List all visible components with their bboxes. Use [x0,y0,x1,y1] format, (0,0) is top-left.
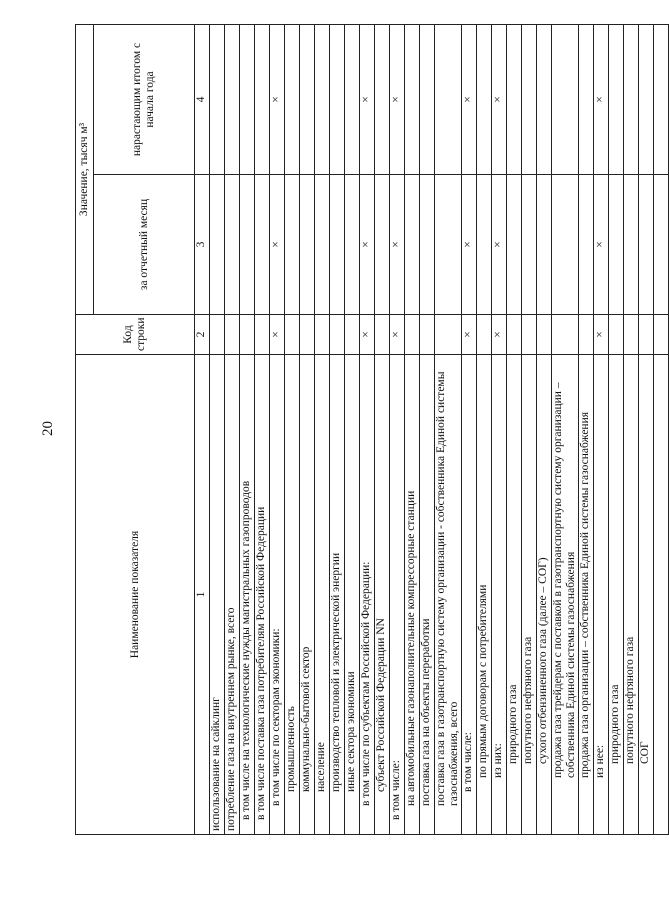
row-cumulative-value-cell [477,24,492,174]
row-period-value-cell [552,175,579,315]
row-code-cell [210,315,225,355]
row-cumulative-value-cell: × [492,24,507,174]
row-code-cell [300,315,315,355]
row-name-cell: продажа газа трейдерам с поставкой в газотранспортную систему организации – собственника Единой системы газоснабжения [552,355,579,835]
row-name-cell: в том числе: [390,355,405,835]
row-name-cell [654,355,669,835]
row-code-cell: × [462,315,477,355]
row-code-cell: × [390,315,405,355]
row-period-value-cell [210,175,225,315]
row-period-value-cell [285,175,300,315]
row-period-value-cell [477,175,492,315]
row-name-cell: субъект Российской Федерации NN [375,355,390,835]
table-row [492,24,507,834]
table-row [420,24,435,834]
row-code-cell [537,315,552,355]
row-name-cell: в том числе по субъектам Российской Федерации: [360,355,375,835]
row-period-value-cell: × [390,175,405,315]
table-row [300,24,315,834]
row-name-cell: производство тепловой и электрической энергии [330,355,345,835]
row-code-cell: × [492,315,507,355]
row-period-value-cell [420,175,435,315]
row-code-cell [315,315,330,355]
row-name-cell: попутного нефтяного газа [624,355,639,835]
table-row [654,24,669,834]
row-code-cell [552,315,579,355]
table-row [552,24,579,834]
table-row [405,24,420,834]
table-row [609,24,624,834]
row-period-value-cell [330,175,345,315]
column-number-1: 1 [195,355,210,835]
row-cumulative-value-cell: × [390,24,405,174]
column-numbers-row [195,24,210,834]
row-code-cell [405,315,420,355]
row-code-cell [420,315,435,355]
table-row [285,24,300,834]
row-period-value-cell [255,175,270,315]
row-cumulative-value-cell [315,24,330,174]
row-code-cell: × [360,315,375,355]
row-cumulative-value-cell [225,24,240,174]
row-period-value-cell [435,175,462,315]
row-name-cell: иные сектора экономики [345,355,360,835]
row-cumulative-value-cell [300,24,315,174]
table-row [345,24,360,834]
row-code-cell: × [270,315,285,355]
row-cumulative-value-cell [330,24,345,174]
row-period-value-cell [375,175,390,315]
row-period-value-cell [609,175,624,315]
row-cumulative-value-cell: × [594,24,609,174]
row-period-value-cell [315,175,330,315]
row-code-cell [579,315,594,355]
table-row [462,24,477,834]
table-row [225,24,240,834]
row-period-value-cell [240,175,255,315]
row-name-cell: природного газа [507,355,522,835]
row-name-cell: из нее: [594,355,609,835]
table-row [270,24,285,834]
row-name-cell: в том числе на технологические нужды магистральных газопроводов [240,355,255,835]
row-code-cell [654,315,669,355]
row-period-value-cell: × [462,175,477,315]
row-code-cell [435,315,462,355]
row-period-value-cell [579,175,594,315]
row-name-cell: из них: [492,355,507,835]
row-period-value-cell [345,175,360,315]
table-row [435,24,462,834]
row-cumulative-value-cell [639,24,654,174]
row-cumulative-value-cell: × [462,24,477,174]
table-row [537,24,552,834]
row-period-value-cell [405,175,420,315]
row-cumulative-value-cell [240,24,255,174]
row-code-cell [609,315,624,355]
table-body [210,24,669,834]
row-name-cell: продажа газа организации – собственника Единой системы газоснабжения [579,355,594,835]
row-cumulative-value-cell [435,24,462,174]
table-row [240,24,255,834]
row-period-value-cell [624,175,639,315]
row-period-value-cell [537,175,552,315]
table-row [507,24,522,834]
table-row [639,24,654,834]
row-cumulative-value-cell [654,24,669,174]
table-row [624,24,639,834]
row-cumulative-value-cell [579,24,594,174]
row-period-value-cell [507,175,522,315]
header-name: Наименование показателя [76,355,195,835]
row-period-value-cell [639,175,654,315]
table-row [579,24,594,834]
row-cumulative-value-cell [285,24,300,174]
table-row [594,24,609,834]
table-row [330,24,345,834]
column-number-4: 4 [195,24,210,174]
row-name-cell: в том числе: [462,355,477,835]
row-name-cell: потребление газа на внутреннем рынке, всего [225,355,240,835]
row-code-cell: × [594,315,609,355]
row-period-value-cell [225,175,240,315]
row-code-cell [375,315,390,355]
row-name-cell: попутного нефтяного газа [522,355,537,835]
row-code-cell [255,315,270,355]
table-row [315,24,330,834]
row-period-value-cell: × [594,175,609,315]
table-row [375,24,390,834]
header-cumulative: нарастающим итогом с начала года [94,24,195,174]
table-row [477,24,492,834]
gas-indicators-table [75,24,669,835]
row-code-cell [639,315,654,355]
row-period-value-cell [654,175,669,315]
table-row [255,24,270,834]
row-cumulative-value-cell [420,24,435,174]
row-cumulative-value-cell [507,24,522,174]
row-code-cell [240,315,255,355]
row-period-value-cell [300,175,315,315]
table-header [76,24,210,834]
row-name-cell: в том числе по секторам экономики: [270,355,285,835]
row-cumulative-value-cell [609,24,624,174]
table-row [360,24,375,834]
row-code-cell [507,315,522,355]
row-name-cell: использование на сайклинг [210,355,225,835]
header-period: за отчетный месяц [94,175,195,315]
row-period-value-cell: × [270,175,285,315]
column-number-3: 3 [195,175,210,315]
row-code-cell [330,315,345,355]
row-cumulative-value-cell [522,24,537,174]
row-cumulative-value-cell [537,24,552,174]
row-cumulative-value-cell [345,24,360,174]
row-cumulative-value-cell: × [360,24,375,174]
row-cumulative-value-cell [255,24,270,174]
row-period-value-cell [522,175,537,315]
row-code-cell [345,315,360,355]
row-code-cell [225,315,240,355]
row-code-cell [477,315,492,355]
table-row [522,24,537,834]
row-name-cell: сухого отбензиненного газа (далее – СОГ) [537,355,552,835]
header-value: Значение, тысяч м³ [76,24,94,314]
row-name-cell: природного газа [609,355,624,835]
table-row [390,24,405,834]
header-code: Код строки [76,315,195,355]
row-name-cell: по прямым договорам с потребителями [477,355,492,835]
row-name-cell: поставка газа в газотранспортную систему организации - собственника Единой системы газоснабжения, всего [435,355,462,835]
row-code-cell [285,315,300,355]
row-name-cell: коммунально-бытовой сектор [300,355,315,835]
row-name-cell: в том числе поставка газа потребителям Российской Федерации [255,355,270,835]
row-cumulative-value-cell [405,24,420,174]
row-cumulative-value-cell: × [270,24,285,174]
column-number-2: 2 [195,315,210,355]
row-name-cell: поставка газа на объекты переработки [420,355,435,835]
row-name-cell: население [315,355,330,835]
row-name-cell: на автомобильные газонаполнительные компрессорные станции [405,355,420,835]
table-row [210,24,225,834]
row-period-value-cell: × [360,175,375,315]
row-name-cell: промышленность [285,355,300,835]
rotated-table-container [75,25,651,835]
row-cumulative-value-cell [210,24,225,174]
row-code-cell [522,315,537,355]
row-period-value-cell: × [492,175,507,315]
page-number: 20 [40,421,56,436]
row-cumulative-value-cell [624,24,639,174]
row-code-cell [624,315,639,355]
row-name-cell: СОГ [639,355,654,835]
row-cumulative-value-cell [375,24,390,174]
row-cumulative-value-cell [552,24,579,174]
